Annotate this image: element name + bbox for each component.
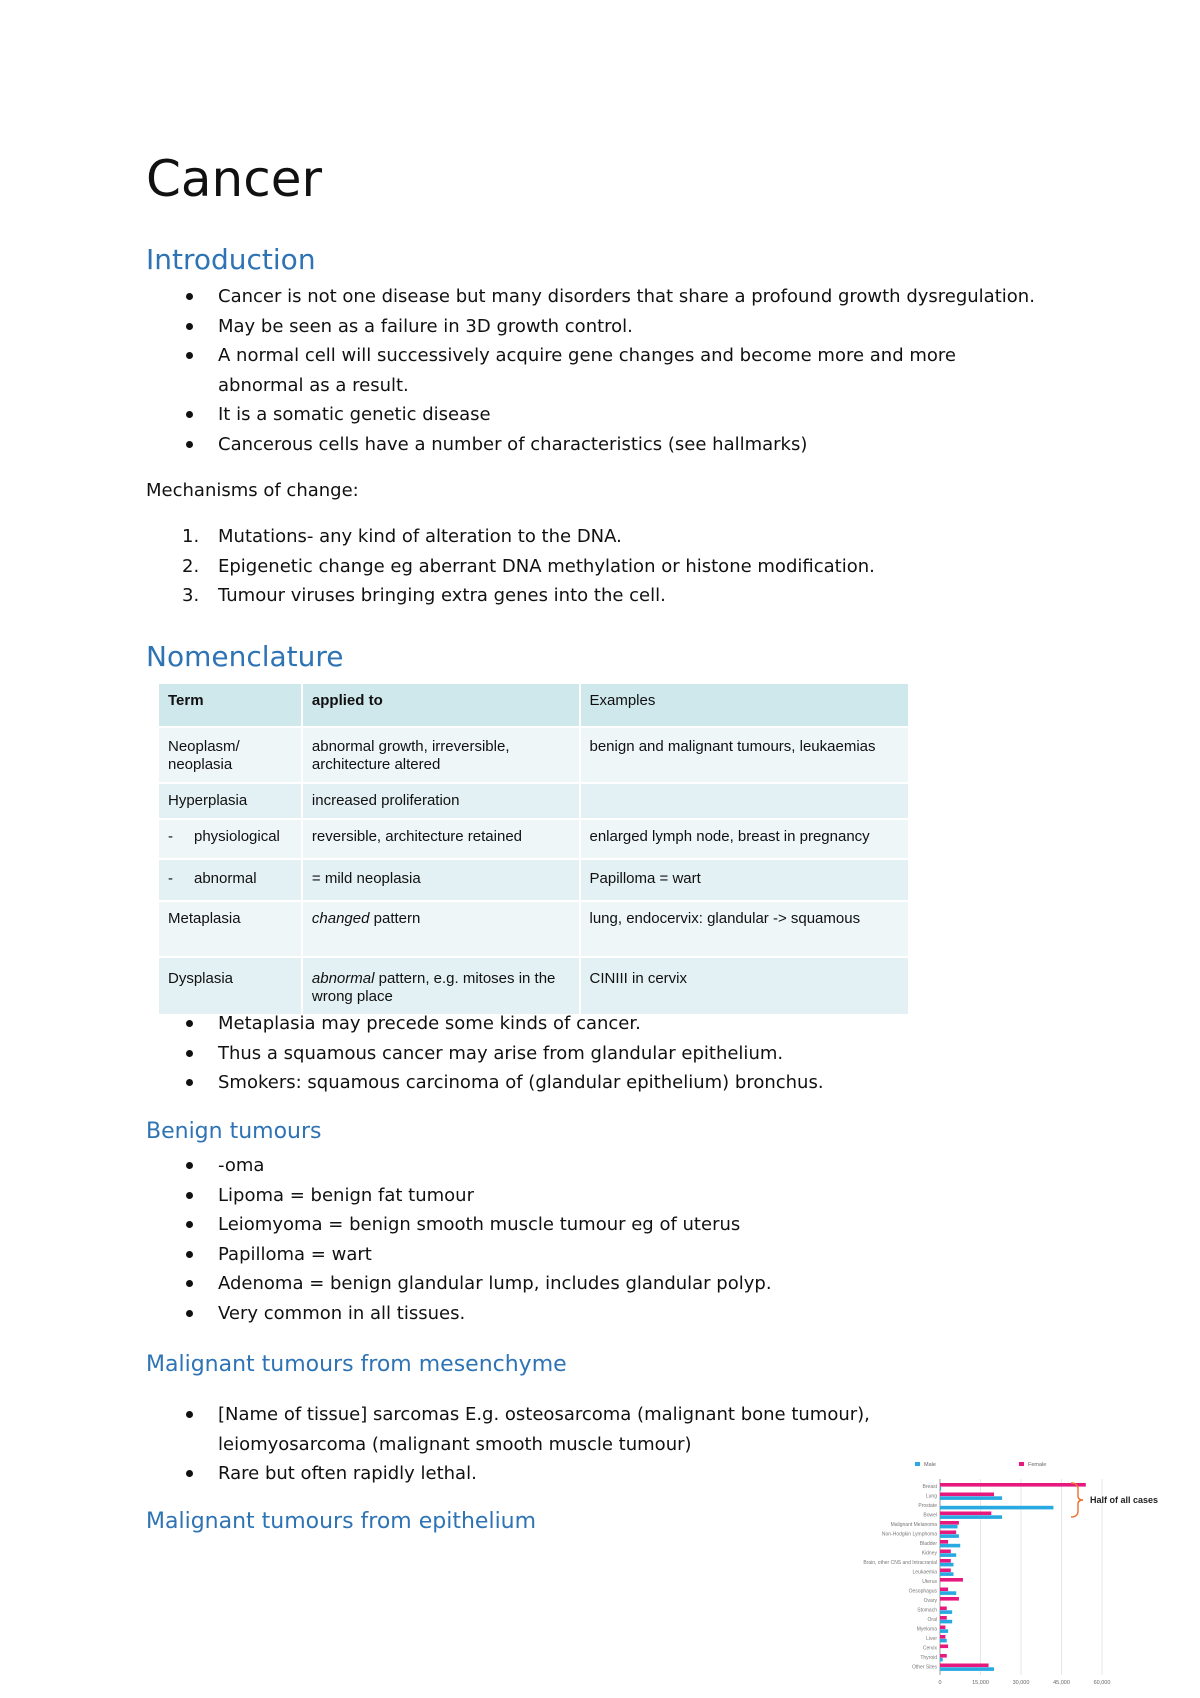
bar-male — [940, 1620, 952, 1624]
cell-term — [158, 819, 302, 859]
cancer-incidence-chart — [838, 1455, 1200, 1698]
category-label: Non-Hodgkin Lymphoma — [881, 1531, 937, 1538]
list-item: A normal cell will successively acquire gene changes and become more and more abnormal as a result. — [146, 341, 988, 400]
list-item: May be seen as a failure in 3D growth control. — [146, 312, 1046, 342]
bar-female — [940, 1597, 959, 1601]
list-item: Very common in all tissues. — [146, 1299, 1046, 1329]
benign-heading: Benign tumours — [146, 1119, 322, 1144]
cell-applied: reversible, architecture retained — [302, 819, 580, 859]
table-header-row — [158, 684, 908, 727]
cell-example: CINIII in cervix — [580, 957, 909, 1015]
cell-term: Dysplasia — [158, 957, 302, 1015]
header-examples: Examples — [580, 684, 909, 727]
category-label: Oral — [927, 1617, 937, 1623]
bar-male — [940, 1667, 994, 1671]
bar-female — [940, 1559, 951, 1563]
category-label: Breast — [922, 1484, 937, 1490]
category-label: Bowel — [923, 1512, 937, 1519]
bar-female — [940, 1616, 947, 1620]
cell-term-text: physiological — [194, 828, 280, 845]
mesenchyme-heading: Malignant tumours from mesenchyme — [146, 1352, 567, 1377]
bar-female — [940, 1540, 948, 1544]
nomenclature-table — [157, 684, 908, 1016]
list-item: Cancer is not one disease but many disorders that share a profound growth dysregulation. — [146, 282, 1046, 312]
category-label: Kidney — [921, 1550, 937, 1557]
bar-male — [940, 1572, 954, 1576]
list-item: Rare but often rapidly lethal. — [146, 1459, 1046, 1489]
category-label: Liver — [926, 1636, 937, 1642]
cell-applied: increased proliferation — [302, 783, 580, 819]
bar-female — [940, 1483, 1086, 1487]
cell-term: Metaplasia — [158, 901, 302, 957]
legend-swatch — [915, 1462, 920, 1466]
category-label: Lung — [925, 1493, 937, 1500]
header-term: Term — [158, 684, 302, 727]
list-item: Leiomyoma = benign smooth muscle tumour eg of uterus — [146, 1210, 1046, 1240]
bar-female — [940, 1493, 994, 1497]
bar-male — [940, 1629, 948, 1633]
bar-female — [940, 1569, 951, 1573]
table-row — [158, 819, 908, 859]
bar-female — [940, 1550, 951, 1554]
bar-male — [940, 1639, 947, 1643]
bar-female — [940, 1635, 945, 1639]
bar-male — [940, 1658, 943, 1662]
list-item: It is a somatic genetic disease — [146, 400, 1046, 430]
list-item: [Name of tissue] sarcomas E.g. osteosarcoma (malignant bone tumour), leiomyosarcoma (malignant smooth muscle tumour) — [146, 1400, 1018, 1459]
list-item-text: Mutations- any kind of alteration to the DNA. — [218, 526, 622, 547]
cell-applied-emphasis: changed — [311, 910, 370, 927]
category-label: Prostate — [918, 1503, 937, 1509]
list-item: Adenoma = benign glandular lump, includes glandular polyp. — [146, 1269, 1046, 1299]
bar-female — [940, 1588, 948, 1592]
category-label: Uterus — [922, 1579, 937, 1585]
bar-male — [940, 1553, 956, 1557]
introduction-heading: Introduction — [146, 243, 316, 276]
category-label: Cervix — [922, 1645, 937, 1652]
cell-term-text: abnormal — [194, 870, 257, 887]
cell-term: Neoplasm/ neoplasia — [158, 727, 302, 783]
list-item: 3. Tumour viruses bringing extra genes into the cell. — [182, 585, 666, 606]
category-label: Myeloma — [916, 1626, 937, 1633]
category-label: Thyroid — [920, 1655, 937, 1661]
bar-female — [940, 1531, 956, 1535]
table-row — [158, 901, 908, 957]
table-row — [158, 727, 908, 783]
category-label: Leukaemia — [912, 1569, 937, 1576]
cell-term: Hyperplasia — [158, 783, 302, 819]
bar-male — [940, 1534, 959, 1538]
intro-bullet-list — [146, 282, 1046, 459]
list-item: Thus a squamous cancer may arise from glandular epithelium. — [146, 1039, 1046, 1069]
legend-swatch — [1019, 1462, 1024, 1466]
dash: - — [168, 828, 173, 845]
bar-male — [940, 1591, 956, 1595]
cell-applied-text: pattern — [369, 910, 421, 927]
list-item: Metaplasia may precede some kinds of cancer. — [146, 1009, 1046, 1039]
bar-male — [940, 1610, 952, 1614]
header-applied-to: applied to — [302, 684, 580, 727]
mechanisms-list — [146, 522, 1046, 611]
benign-bullet-list — [146, 1151, 1046, 1328]
cell-example: lung, endocervix: glandular -> squamous — [580, 901, 909, 957]
table-row — [158, 859, 908, 901]
x-tick-label: 0 — [938, 1680, 942, 1686]
list-item: Smokers: squamous carcinoma of (glandular epithelium) bronchus. — [146, 1068, 1046, 1098]
list-item-text: Tumour viruses bringing extra genes into the cell. — [218, 585, 666, 606]
legend-label: Female — [1028, 1462, 1047, 1468]
category-label: Brain, other CNS and Intracranial — [863, 1560, 937, 1566]
list-item: 2. Epigenetic change eg aberrant DNA methylation or histone modification. — [182, 555, 875, 577]
bar-male — [940, 1525, 958, 1529]
bar-male — [940, 1496, 1002, 1500]
table-row — [158, 957, 908, 1015]
cell-applied — [302, 957, 580, 1015]
table-row — [158, 783, 908, 819]
bar-female — [940, 1654, 947, 1658]
bar-female — [940, 1645, 948, 1649]
cell-applied — [302, 901, 580, 957]
dash: - — [168, 870, 173, 887]
cell-applied: = mild neoplasia — [302, 859, 580, 901]
bar-female — [940, 1607, 947, 1611]
bar-female — [940, 1664, 989, 1668]
bar-female — [940, 1626, 945, 1630]
list-item: -oma — [146, 1151, 1046, 1181]
category-label: Bladder — [919, 1541, 937, 1547]
x-tick-label: 30,000 — [1012, 1680, 1030, 1686]
category-label: Malignant Melanoma — [890, 1522, 937, 1528]
bar-male — [940, 1515, 1002, 1519]
category-label: Oesophagus — [908, 1588, 937, 1595]
page-title: Cancer — [146, 150, 323, 208]
bar-male — [940, 1487, 941, 1491]
cell-example: enlarged lymph node, breast in pregnancy — [580, 819, 909, 859]
category-label: Stomach — [917, 1607, 937, 1614]
annotation-label: Half of all cases — [1090, 1495, 1159, 1505]
nomenclature-bullet-list — [146, 1009, 1046, 1098]
bar-female — [940, 1578, 963, 1582]
legend-label: Male — [924, 1462, 936, 1468]
x-tick-label: 60,000 — [1093, 1680, 1111, 1686]
bar-female — [940, 1512, 991, 1516]
cell-example: benign and malignant tumours, leukaemias — [580, 727, 909, 783]
category-label: Ovary — [923, 1598, 937, 1604]
cell-applied-text: pattern, e.g. mitoses in the wrong place — [311, 970, 556, 1005]
category-label: Other Sites — [911, 1664, 937, 1671]
bracket — [1071, 1483, 1083, 1517]
bar-male — [940, 1544, 960, 1548]
bar-male — [940, 1506, 1053, 1510]
cell-example: Papilloma = wart — [580, 859, 909, 901]
mechanisms-label: Mechanisms of change: — [146, 480, 359, 501]
list-item: Papilloma = wart — [146, 1240, 1046, 1270]
cell-example — [580, 783, 909, 819]
bar-male — [940, 1563, 954, 1567]
list-item: Lipoma = benign fat tumour — [146, 1181, 1046, 1211]
cell-term — [158, 859, 302, 901]
cell-applied-emphasis: abnormal — [311, 970, 375, 987]
x-tick-label: 15,000 — [972, 1680, 989, 1686]
list-item: Cancerous cells have a number of characteristics (see hallmarks) — [146, 430, 1046, 460]
nomenclature-heading: Nomenclature — [146, 640, 344, 673]
bar-female — [940, 1521, 959, 1525]
cell-applied: abnormal growth, irreversible, architecture altered — [302, 727, 580, 783]
list-item-text: Epigenetic change eg aberrant DNA methylation or histone modification. — [218, 555, 875, 577]
x-tick-label: 45,000 — [1053, 1680, 1070, 1686]
list-item: 1. Mutations- any kind of alteration to the DNA. — [182, 526, 622, 547]
epithelium-heading: Malignant tumours from epithelium — [146, 1509, 537, 1534]
